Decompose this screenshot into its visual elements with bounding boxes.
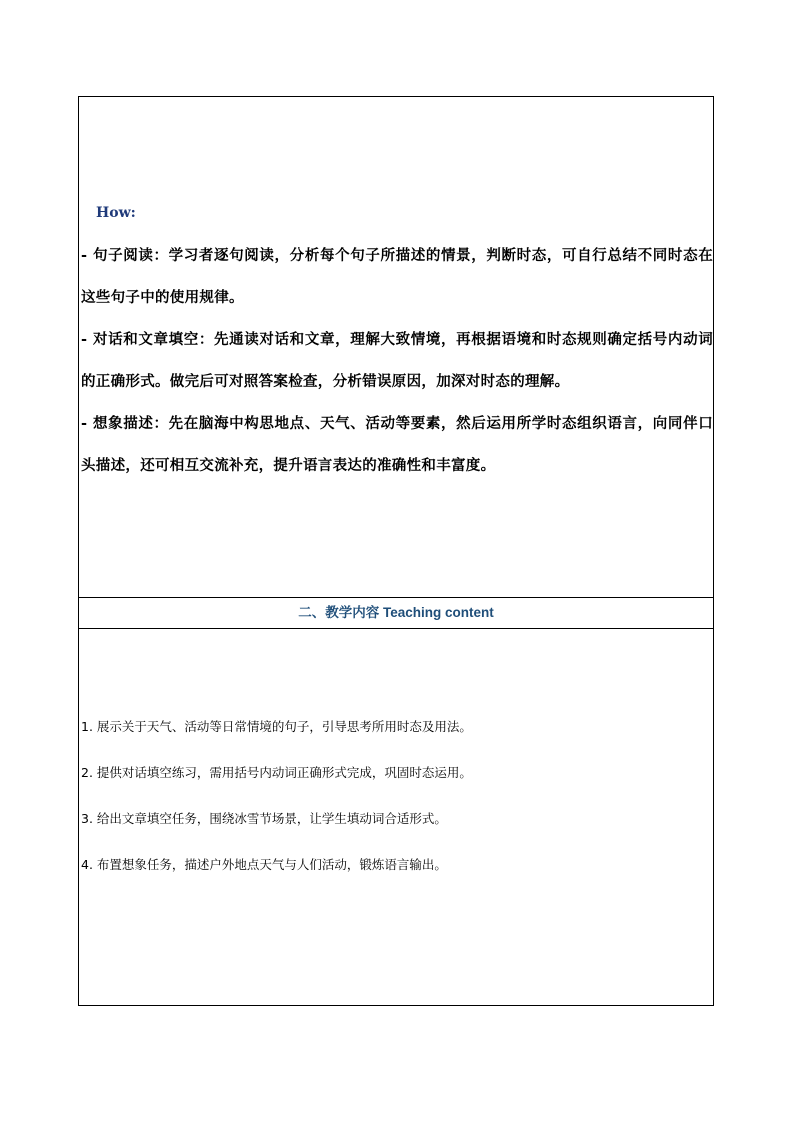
how-paragraph-sentence-reading: - 句子阅读：学习者逐句阅读，分析每个句子所描述的情景，判断时态，可自行总结不同时态在这些句子中的使用规律。 [81,248,713,306]
how-cell [79,97,713,598]
list-item: 2. 提供对话填空练习，需用括号内动词正确形式完成，巩固时态运用。 [81,765,472,780]
section-header-teaching-content: 二、教学内容 Teaching content [79,598,713,629]
how-paragraph-imaginative-description: - 想象描述：先在脑海中构思地点、天气、活动等要素，然后运用所学时态组织语言，向同伴口头描述，还可相互交流补充，提升语言表达的准确性和丰富度。 [81,416,713,474]
list-item: 3. 给出文章填空任务，围绕冰雪节场景，让学生填动词合适形式。 [81,811,447,826]
how-label: How: [96,205,136,221]
list-item: 1. 展示关于天气、活动等日常情境的句子，引导思考所用时态及用法。 [81,719,472,734]
list-item: 4. 布置想象任务，描述户外地点天气与人们活动，锻炼语言输出。 [81,857,447,872]
document-table [78,96,714,1006]
how-paragraph-fill-in-blanks: - 对话和文章填空：先通读对话和文章，理解大致情境，再根据语境和时态规则确定括号内动词的正确形式。做完后可对照答案检查，分析错误原因，加深对时态的理解。 [81,332,713,390]
